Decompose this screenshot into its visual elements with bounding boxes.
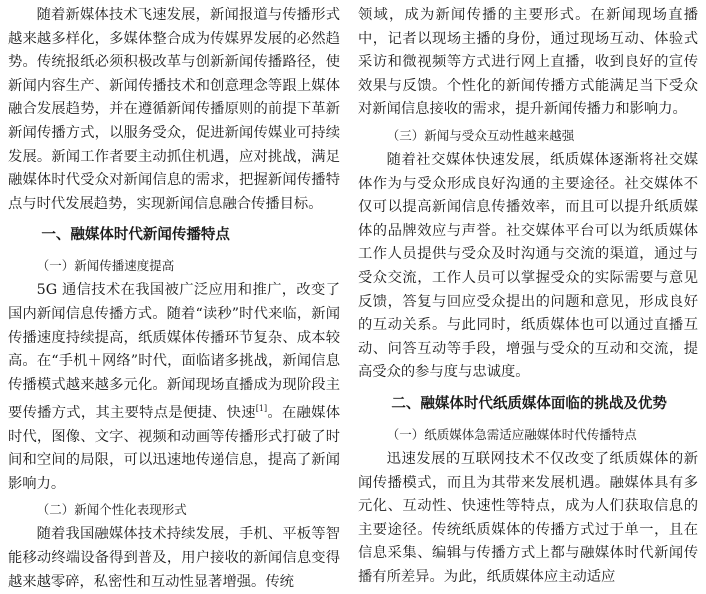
subsection-heading-4: （一）纸质媒体急需适应融媒体时代传播特点 [386, 426, 637, 442]
paragraph-interaction: 随着社交媒体快速发展，纸质媒体逐渐将社交媒体作为与受众形成良好沟通的主要途径。社交媒体不仅可以提高新闻信息传播效率，而且可以提升纸质媒体的品牌效应与声誉。社交媒体平台可以为纸质媒体工作人员提供与受众及时沟通与交流的渠道，通过与受众交流，工作人员可以掌握受众的实际需要与意见反馈，答复与回应受众提出的问题和意见，形成良好的互动关系。与此同时，纸质媒体也可以通过直播互动、问答互动等手段，增强与受众的互动和交流，提高受众的参与度与忠诚度。 [358, 151, 698, 381]
section-heading-1: 一、融媒体时代新闻传播特点 [41, 227, 230, 244]
paragraph-continued: 领域，成为新闻传播的主要形式。在新闻现场直播中，记者以现场主播的身份，通过现场互动、体验式采访和微视频等方式进行网上直播，收到良好的宣传效果与反馈。个性化的新闻传播方式能满足当下受众对新闻信息接收的需求，提升新闻传播力和影响力。 [358, 7, 698, 118]
paragraph-speed [8, 279, 340, 496]
paragraph-personalized: 随着我国融媒体技术持续发展，手机、平板等智能移动终端设备得到普及，用户接收的新闻信息变得越来越零碎，私密性和互动性显著增强。传统 [8, 526, 340, 590]
left-column [8, 4, 340, 594]
subsection-heading-2: （二）新闻个性化表现形式 [36, 502, 187, 518]
right-column [358, 4, 698, 589]
subsection-heading-1: （一）新闻传播速度提高 [36, 258, 175, 274]
paragraph-speed-part2: 。在融媒体时代，图像、文字、视频和动画等传播形式打破了时间和空间的局限，可以迅速地传递信息，提高了新闻影响力。 [8, 405, 341, 492]
intro-paragraph: 随着新媒体技术飞速发展，新闻报道与传播形式越来越多样化，多媒体整合成为传媒界发展的必然趋势。传统报纸必须积极改革与创新新闻传播路径，使新闻内容生产、新闻传播技术和创意理念等跟上媒体融合发展趋势，并在遵循新闻传播原则的前提下革新新闻传播方式，以服务受众，促进新闻传媒业可持续发展。新闻工作者要主动抓住机遇，应对挑战，满足融媒体时代受众对新闻信息的需求，把握新闻传播特点与时代发展趋势，实现新闻信息融合传播目标。 [8, 7, 340, 212]
subsection-heading-3: （三）新闻与受众互动性越来越强 [386, 127, 575, 143]
citation-ref: [1] [255, 404, 268, 414]
paragraph-speed-part1: 5G 通信技术在我国被广泛应用和推广，改变了国内新闻信息传播方式。随着“读秒”时代来临，新闻传播速度持续提高，纸质媒体传播环节复杂、成本较高。在“手机＋网络”时代，面临诸多挑战，新闻信息传播模式越来越多元化。新闻现场直播成为现阶段主要传播方式，其主要特点是便捷、快速 [8, 282, 340, 422]
section-heading-2: 二、融媒体时代纸质媒体面临的挑战及优势 [391, 395, 667, 412]
paragraph-adaptation: 迅速发展的互联网技术不仅改变了纸质媒体的新闻传播模式，而且为其带来发展机遇。融媒体具有多元化、互动性、快速性等特点，成为人们获取信息的主要途径。传统纸质媒体的传播方式过于单一，且在信息采集、编辑与传播方式上都与融媒体时代新闻传播有所差异。为此，纸质媒体应主动适应 [358, 450, 698, 585]
